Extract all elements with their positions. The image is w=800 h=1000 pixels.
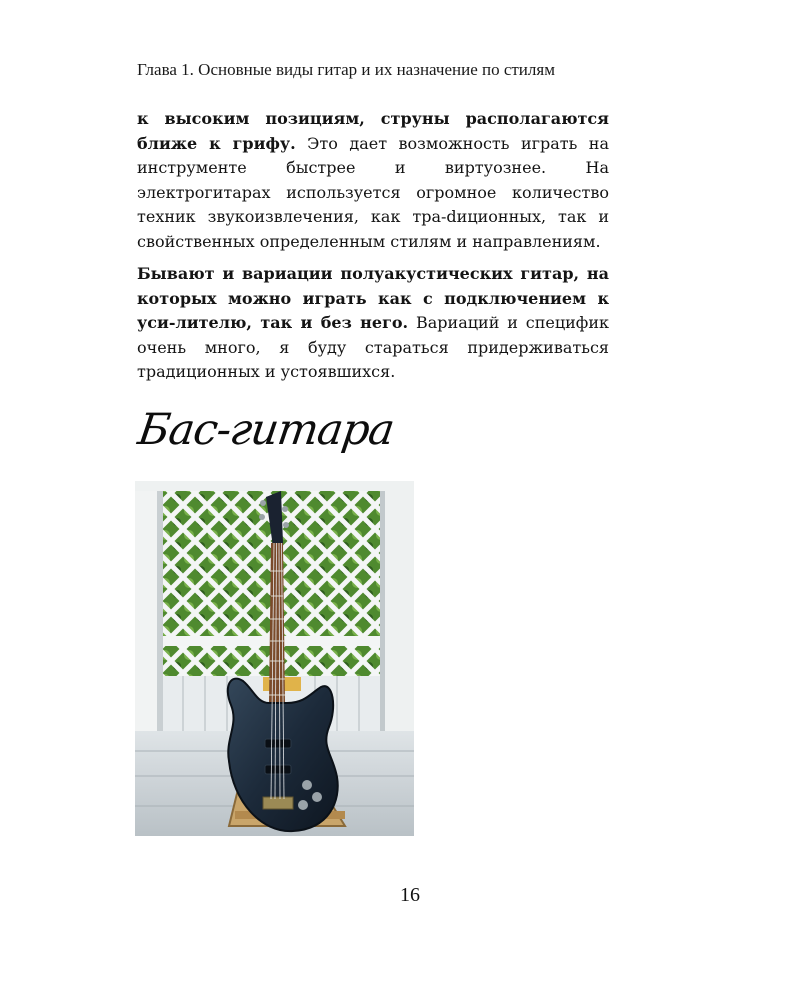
paragraph-1-bold: к высоким позициям, струны располагаются ближе к грифу.	[137, 109, 609, 153]
paragraph-1	[137, 107, 609, 254]
paragraph-2-text: Вариаций и специфик очень много, я буду стараться придерживаться традиционных и устоявшихся.	[137, 313, 609, 381]
paragraph-2-bold: Бывают и вариации полуакустических гитар, на которых можно играть как с подключением к уси-лителю, так и без него.	[137, 264, 609, 332]
paragraph-1-text: Это дает возможность играть на инструменте быстрее и виртуознее. На электрогитарах используется огромное количество техник звукоизвлечения, как тра-dиционных, так и свойственных определенным стилям и направлениям.	[137, 133, 610, 251]
section-title: Бас-гитара	[135, 405, 397, 455]
running-head: Глава 1. Основные виды гитар и их назначение по стилям	[137, 60, 555, 79]
bass-guitar-photo	[135, 481, 414, 836]
body-text	[137, 107, 609, 393]
paragraph-2	[137, 262, 609, 385]
page-number: 16	[400, 884, 420, 906]
